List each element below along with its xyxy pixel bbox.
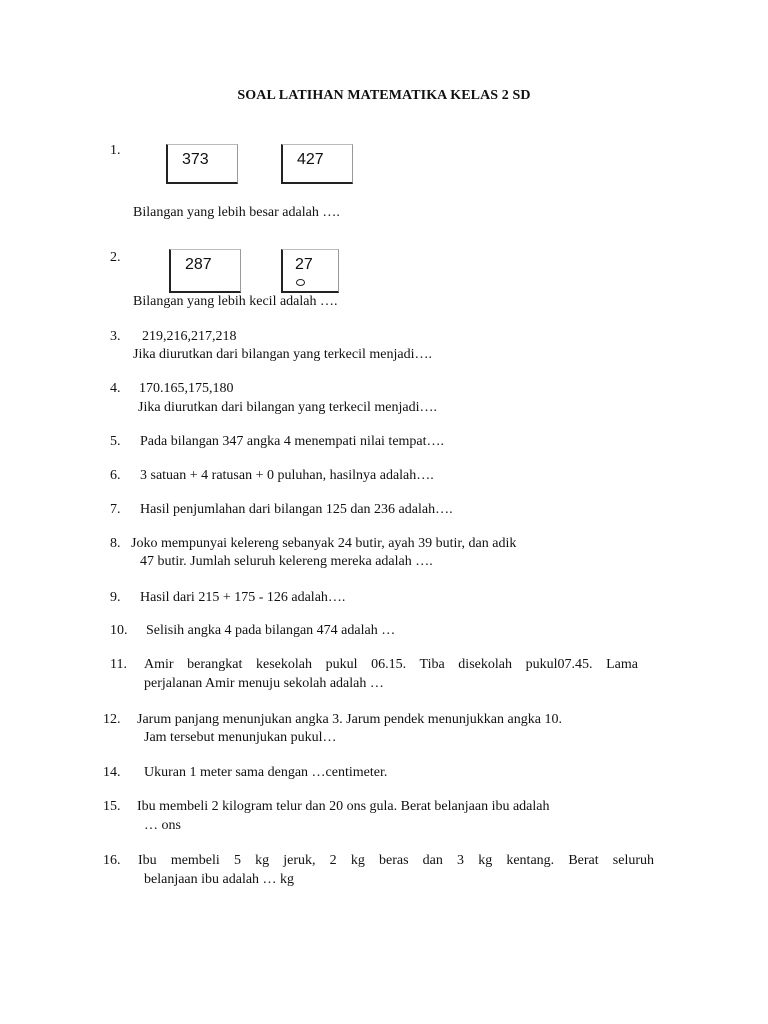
q9-number: 9.	[110, 590, 121, 605]
page-title: SOAL LATIHAN MATEMATIKA KELAS 2 SD	[237, 88, 531, 103]
q6-number: 6.	[110, 468, 121, 483]
q3-number: 3.	[110, 329, 121, 344]
small-circle-mark-icon	[296, 279, 305, 286]
q2-number-box-a: 287	[169, 249, 241, 293]
q7-question-text: Hasil penjumlahan dari bilangan 125 dan 236 adalah….	[140, 502, 453, 517]
q9-question-text: Hasil dari 215 + 175 - 126 adalah….	[140, 590, 346, 605]
q12-number: 12.	[103, 712, 121, 727]
q16-question-line1: Ibu membeli 5 kg jeruk, 2 kg beras dan 3 kg kentang. Berat seluruh	[138, 853, 654, 868]
q15-question-line2: … ons	[144, 818, 181, 833]
q6-question-text: 3 satuan + 4 ratusan + 0 puluhan, hasilnya adalah….	[140, 468, 434, 483]
q1-number-box-b: 427	[281, 144, 353, 184]
q1-question-text: Bilangan yang lebih besar adalah ….	[133, 205, 340, 220]
q1-number: 1.	[110, 143, 121, 158]
q7-number: 7.	[110, 502, 121, 517]
q12-question-line2: Jam tersebut menunjukan pukul…	[144, 730, 337, 745]
q11-question-line2: perjalanan Amir menuju sekolah adalah …	[144, 676, 384, 691]
q3-question-text: Jika diurutkan dari bilangan yang terkecil menjadi….	[133, 347, 432, 362]
q5-number: 5.	[110, 434, 121, 449]
q11-question-line1: Amir berangkat kesekolah pukul 06.15. Tiba disekolah pukul07.45. Lama	[144, 657, 638, 672]
q5-question-text: Pada bilangan 347 angka 4 menempati nilai tempat….	[140, 434, 445, 449]
q10-number: 10.	[110, 623, 128, 638]
q14-question-text: Ukuran 1 meter sama dengan …centimeter.	[144, 765, 388, 780]
q8-question-line1: Joko mempunyai kelereng sebanyak 24 butir, ayah 39 butir, dan adik	[131, 536, 517, 551]
q2-number-box-b	[281, 249, 339, 293]
q8-number: 8.	[110, 536, 121, 551]
q2-question-text: Bilangan yang lebih kecil adalah ….	[133, 294, 338, 309]
q4-number: 4.	[110, 381, 121, 396]
q11-number: 11.	[110, 657, 127, 672]
q16-question-line2: belanjaan ibu adalah … kg	[144, 872, 295, 887]
q10-question-text: Selisih angka 4 pada bilangan 474 adalah …	[146, 623, 396, 638]
q2-number: 2.	[110, 250, 121, 265]
q4-question-text: Jika diurutkan dari bilangan yang terkecil menjadi….	[138, 400, 437, 415]
q8-question-line2: 47 butir. Jumlah seluruh kelereng mereka adalah ….	[140, 554, 433, 569]
q15-number: 15.	[103, 799, 121, 814]
q2-number-box-b-value: 27	[295, 256, 313, 273]
q15-question-line1: Ibu membeli 2 kilogram telur dan 20 ons gula. Berat belanjaan ibu adalah	[137, 799, 550, 814]
q4-sequence: 170.165,175,180	[139, 381, 234, 396]
q1-number-box-a: 373	[166, 144, 238, 184]
q14-number: 14.	[103, 765, 121, 780]
q16-number: 16.	[103, 853, 121, 868]
q3-sequence: 219,216,217,218	[142, 329, 237, 344]
q12-question-line1: Jarum panjang menunjukan angka 3. Jarum pendek menunjukkan angka 10.	[137, 712, 562, 727]
